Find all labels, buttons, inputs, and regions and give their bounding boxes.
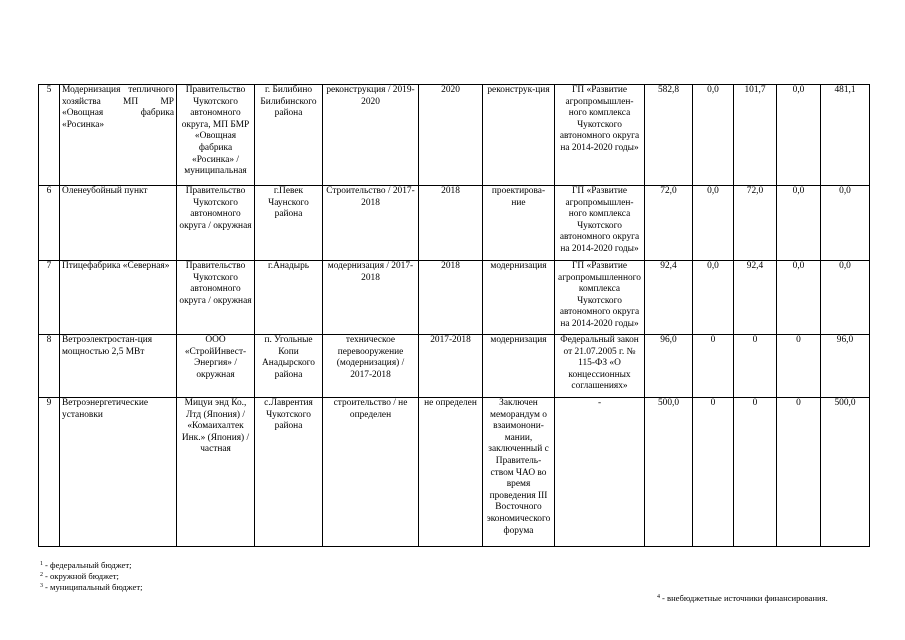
- funding-program: ГП «Развитие агропромышлен-ного комплекса Чукотского автономного округа на 2014-2020 годы»: [555, 85, 645, 186]
- footnote-mark: 2: [40, 572, 43, 578]
- funding-regional: 92,4: [734, 261, 777, 335]
- project-stage: модернизация: [483, 261, 555, 335]
- funding-extrabudgetary: 0,0: [821, 186, 870, 261]
- work-type: модернизация / 2017-2018: [323, 261, 419, 335]
- work-type: реконструкция / 2019-2020: [323, 85, 419, 186]
- funding-federal: 0,0: [693, 261, 734, 335]
- funding-municipal: 0,0: [777, 186, 821, 261]
- project-name: Птицефабрика «Северная»: [60, 261, 177, 335]
- work-type: Строительство / 2017-2018: [323, 186, 419, 261]
- row-number: 8: [39, 335, 60, 398]
- footnote-mark: 3: [40, 583, 43, 589]
- project-owner: Правительство Чукотского автономного округа / окружная: [177, 261, 255, 335]
- footnote-extrabudgetary: [657, 593, 828, 603]
- footnote-text: - внебюджетные источники финансирования.: [662, 593, 828, 603]
- row-number: 7: [39, 261, 60, 335]
- project-stage: Заключен меморандум о взаимонони-мании, заключенный с Правитель-ством ЧАО во время проведения III Восточного экономического форума: [483, 398, 555, 547]
- work-type: техническое перевооружение (модернизация) / 2017-2018: [323, 335, 419, 398]
- funding-municipal: 0,0: [777, 261, 821, 335]
- table-row: [39, 335, 870, 398]
- funding-total: 92,4: [645, 261, 693, 335]
- funding-municipal: 0: [777, 335, 821, 398]
- project-location: п. Угольные Копи Анадырского района: [255, 335, 323, 398]
- funding-regional: 101,7: [734, 85, 777, 186]
- footnote-federal: [40, 560, 132, 570]
- project-location: с.Лаврентия Чукотского района: [255, 398, 323, 547]
- funding-extrabudgetary: 96,0: [821, 335, 870, 398]
- completion-year: 2017-2018: [419, 335, 483, 398]
- table-row: [39, 186, 870, 261]
- funding-extrabudgetary: 481,1: [821, 85, 870, 186]
- table-row: [39, 261, 870, 335]
- row-number: 6: [39, 186, 60, 261]
- footnote-mark: 4: [657, 594, 660, 600]
- footnote-municipal: [40, 582, 142, 592]
- funding-total: 96,0: [645, 335, 693, 398]
- funding-regional: 72,0: [734, 186, 777, 261]
- project-location: г.Певек Чаунского района: [255, 186, 323, 261]
- funding-federal: 0: [693, 398, 734, 547]
- project-name: Модернизация тепличного хозяйства МП МР «Овощная фабрика «Росинка»: [60, 85, 177, 186]
- footnote-mark: 1: [40, 561, 43, 567]
- funding-municipal: 0,0: [777, 85, 821, 186]
- completion-year: не определен: [419, 398, 483, 547]
- funding-regional: 0: [734, 398, 777, 547]
- project-location: г. Билибино Билибинского района: [255, 85, 323, 186]
- funding-federal: 0,0: [693, 186, 734, 261]
- project-name: Ветроэнергетические установки: [60, 398, 177, 547]
- footnote-text: - муниципальный бюджет;: [45, 582, 143, 592]
- funding-program: ГП «Развитие агропромышлен-ного комплекса Чукотского автономного округа на 2014-2020 годы»: [555, 186, 645, 261]
- project-stage: модернизация: [483, 335, 555, 398]
- project-owner: ООО «СтройИнвест-Энергия» / окружная: [177, 335, 255, 398]
- funding-program: -: [555, 398, 645, 547]
- funding-federal: 0,0: [693, 85, 734, 186]
- footnote-regional: [40, 571, 119, 581]
- funding-municipal: 0: [777, 398, 821, 547]
- investment-projects-table: [38, 84, 870, 547]
- completion-year: 2018: [419, 261, 483, 335]
- funding-extrabudgetary: 500,0: [821, 398, 870, 547]
- funding-program: Федеральный закон от 21.07.2005 г. № 115-ФЗ «О концессионных соглашениях»: [555, 335, 645, 398]
- project-location: г.Анадырь: [255, 261, 323, 335]
- funding-total: 500,0: [645, 398, 693, 547]
- row-number: 9: [39, 398, 60, 547]
- project-owner: Правительство Чукотского автономного округа, МП БМР «Овощная фабрика «Росинка» / муниципальная: [177, 85, 255, 186]
- table-row: [39, 85, 870, 186]
- project-owner: Правительство Чукотского автономного округа / окружная: [177, 186, 255, 261]
- completion-year: 2018: [419, 186, 483, 261]
- project-name: Оленеубойный пункт: [60, 186, 177, 261]
- table-row: [39, 398, 870, 547]
- project-stage: проектирова-ние: [483, 186, 555, 261]
- project-stage: реконструк-ция: [483, 85, 555, 186]
- project-name: Ветроэлектростан-ция мощностью 2,5 МВт: [60, 335, 177, 398]
- footnote-text: - окружной бюджет;: [45, 571, 119, 581]
- completion-year: 2020: [419, 85, 483, 186]
- funding-federal: 0: [693, 335, 734, 398]
- funding-total: 582,8: [645, 85, 693, 186]
- row-number: 5: [39, 85, 60, 186]
- project-owner: Мицуи энд Ко., Лтд (Япония) / «Комаихалтек Инк.» (Япония) / частная: [177, 398, 255, 547]
- footnote-text: - федеральный бюджет;: [45, 560, 132, 570]
- funding-program: ГП «Развитие агропромышленного комплекса Чукотского автономного округа на 2014-2020 годы»: [555, 261, 645, 335]
- funding-total: 72,0: [645, 186, 693, 261]
- funding-regional: 0: [734, 335, 777, 398]
- work-type: строительство / не определен: [323, 398, 419, 547]
- funding-extrabudgetary: 0,0: [821, 261, 870, 335]
